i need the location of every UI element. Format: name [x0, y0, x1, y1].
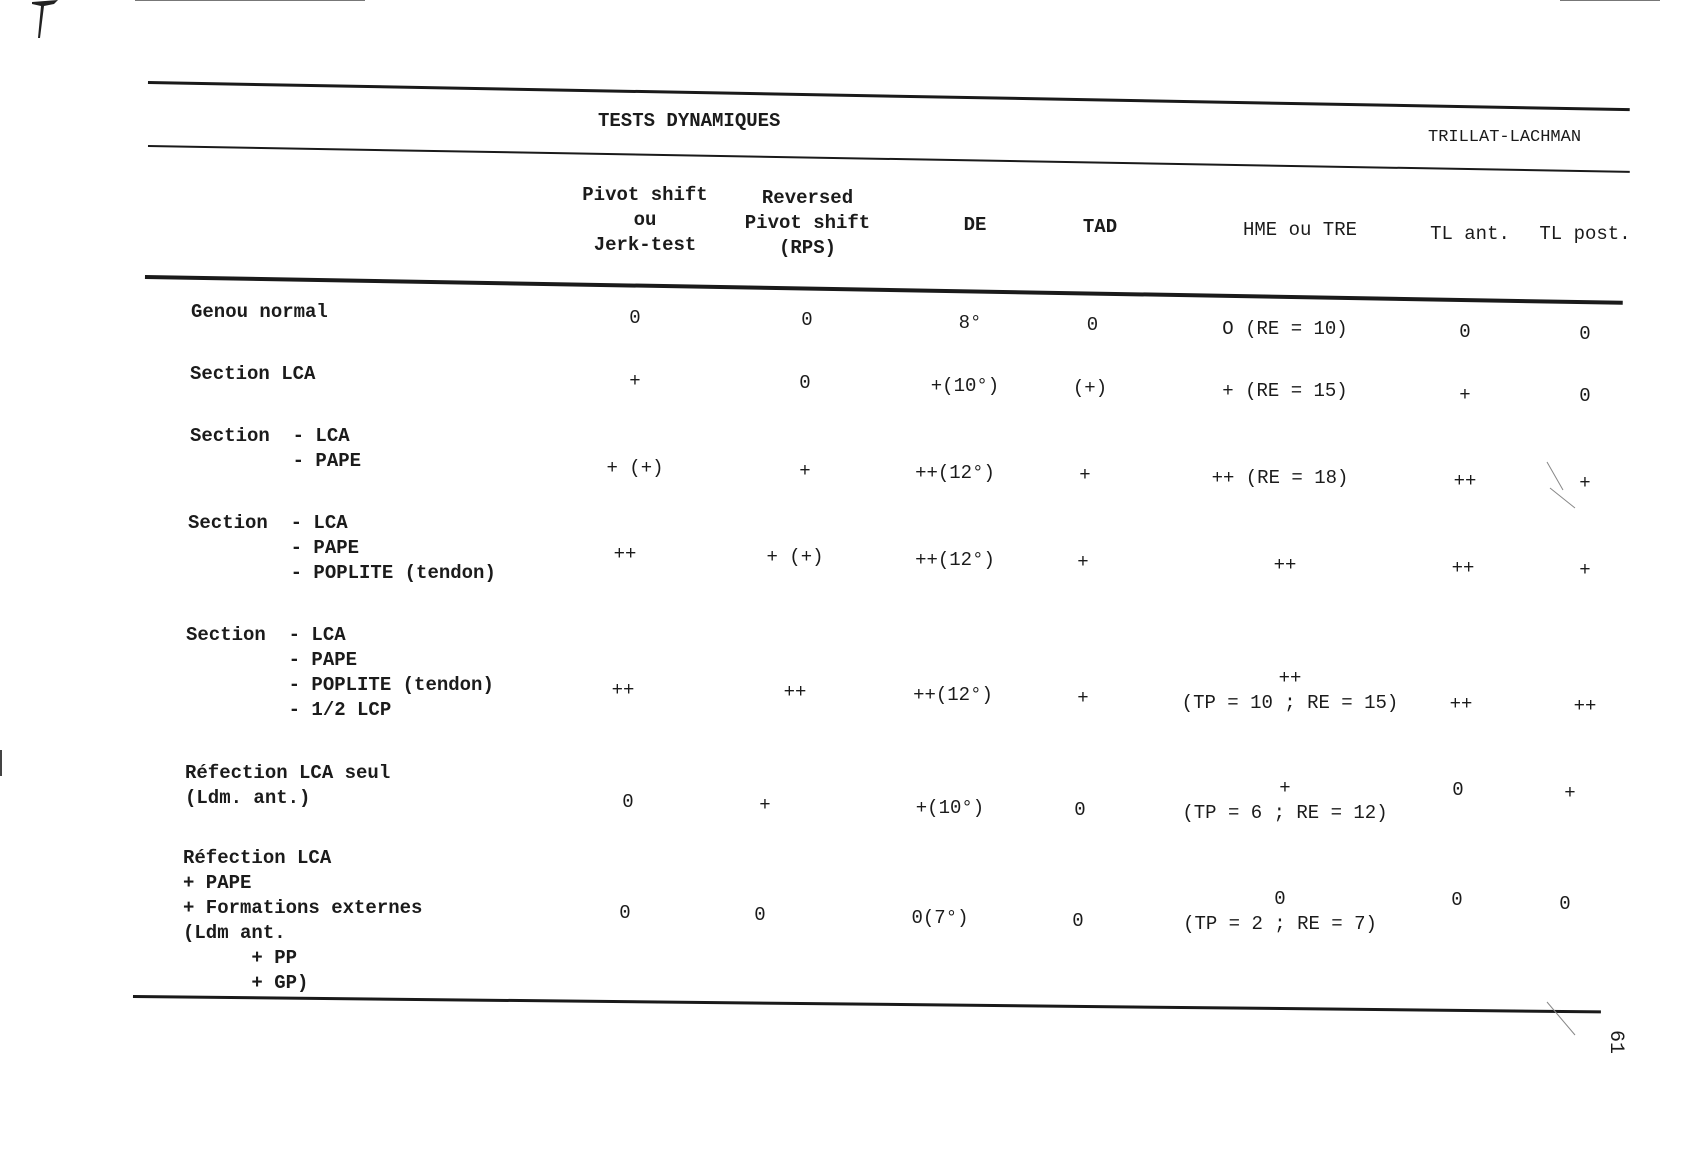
cell-rps: 0	[799, 372, 811, 394]
row-label: Section LCA	[190, 363, 316, 385]
cell-tad: 0	[1072, 910, 1084, 932]
table-title: TESTS DYNAMIQUES	[598, 110, 781, 132]
table-right-title: TRILLAT-LACHMAN	[1428, 128, 1582, 147]
cell-tad: (+)	[1072, 377, 1108, 399]
cell-hme: O (RE = 10)	[1222, 318, 1348, 340]
cell-tl-ant: +	[1459, 384, 1471, 406]
column-header-tad: TAD	[1082, 216, 1118, 238]
column-header-reversed-pivot: Reversed Pivot shift (RPS)	[744, 187, 871, 259]
cell-tad: 0	[1074, 799, 1086, 821]
cell-tl-ant: ++	[1451, 557, 1475, 579]
cell-hme: ++ (RE = 18)	[1211, 467, 1349, 489]
cell-tl-ant: ++	[1449, 693, 1473, 715]
cell-de: +(10°)	[930, 375, 1000, 397]
cell-pivot: ++	[613, 543, 637, 565]
cell-rps: 0	[754, 904, 766, 926]
cell-hme: ++	[1273, 554, 1297, 576]
cell-pivot: 0	[622, 791, 634, 813]
cell-pivot: 0	[619, 902, 631, 924]
rule-bottom	[133, 995, 1601, 1013]
cell-rps: + (+)	[766, 546, 824, 568]
cell-hme: ++ (TP = 10 ; RE = 15)	[1181, 667, 1399, 714]
cell-hme: 0 (TP = 2 ; RE = 7)	[1183, 888, 1377, 935]
cell-tl-post: +	[1579, 559, 1591, 581]
cell-de: 8°	[958, 312, 982, 334]
column-header-hme: HME ou TRE	[1242, 219, 1358, 241]
cell-rps: 0	[801, 309, 813, 331]
cell-hme: + (TP = 6 ; RE = 12)	[1182, 777, 1388, 824]
cell-pivot: +	[629, 370, 641, 392]
cell-tad: +	[1077, 687, 1089, 709]
column-header-tl-post: TL post.	[1539, 223, 1631, 245]
cell-tl-post: 0	[1579, 385, 1591, 407]
scan-top-line-left	[135, 0, 365, 1]
row-label: Réfection LCA + PAPE + Formations externes (Ldm ant. + PP + GP)	[183, 847, 423, 994]
scan-top-line-right	[1560, 0, 1660, 1]
rule-under-title	[148, 145, 1630, 173]
cell-de: 0(7°)	[911, 907, 969, 929]
cell-tl-ant: 0	[1459, 321, 1471, 343]
column-header-de: DE	[963, 214, 987, 236]
page-number: 61	[1604, 1030, 1627, 1055]
left-margin-mark	[0, 750, 2, 776]
cell-pivot: ++	[611, 679, 635, 701]
cell-tl-post: ++	[1573, 695, 1597, 717]
column-header-pivot-shift: Pivot shift ou Jerk-test	[582, 184, 708, 256]
cell-tl-ant: 0	[1452, 779, 1464, 801]
row-label: Section - LCA - PAPE	[190, 425, 362, 472]
cell-tl-post: 0	[1579, 323, 1591, 345]
cell-de: ++(12°)	[915, 462, 995, 484]
cell-pivot: 0	[629, 307, 641, 329]
cell-tl-ant: ++	[1453, 470, 1477, 492]
row-label: Section - LCA - PAPE - POPLITE (tendon)	[188, 512, 496, 584]
cell-tl-ant: 0	[1451, 889, 1463, 911]
cell-tl-post: +	[1564, 782, 1576, 804]
cell-de: ++(12°)	[913, 684, 993, 706]
cell-de: +(10°)	[915, 797, 985, 819]
rule-under-columns	[145, 275, 1623, 305]
scan-pen-mark	[1545, 460, 1585, 510]
cell-rps: +	[799, 460, 811, 482]
row-label: Genou normal	[191, 301, 328, 323]
cell-hme: + (RE = 15)	[1222, 380, 1348, 402]
row-label: Réfection LCA seul (Ldm. ant.)	[185, 762, 391, 809]
cell-tl-post: 0	[1559, 893, 1571, 915]
scan-pen-mark-bottom	[1545, 1000, 1590, 1040]
column-header-tl-ant: TL ant.	[1430, 223, 1510, 245]
scan-corner-mark	[32, 0, 60, 40]
cell-pivot: + (+)	[606, 457, 664, 479]
cell-de: ++(12°)	[915, 549, 995, 571]
rule-top	[148, 81, 1630, 111]
cell-rps: +	[759, 794, 771, 816]
cell-tad: +	[1079, 464, 1091, 486]
cell-tl-post: +	[1579, 472, 1591, 494]
cell-tad: 0	[1086, 314, 1099, 336]
row-label: Section - LCA - PAPE - POPLITE (tendon) - 1/2 LCP	[186, 624, 494, 721]
cell-tad: +	[1077, 551, 1089, 573]
cell-rps: ++	[783, 681, 807, 703]
